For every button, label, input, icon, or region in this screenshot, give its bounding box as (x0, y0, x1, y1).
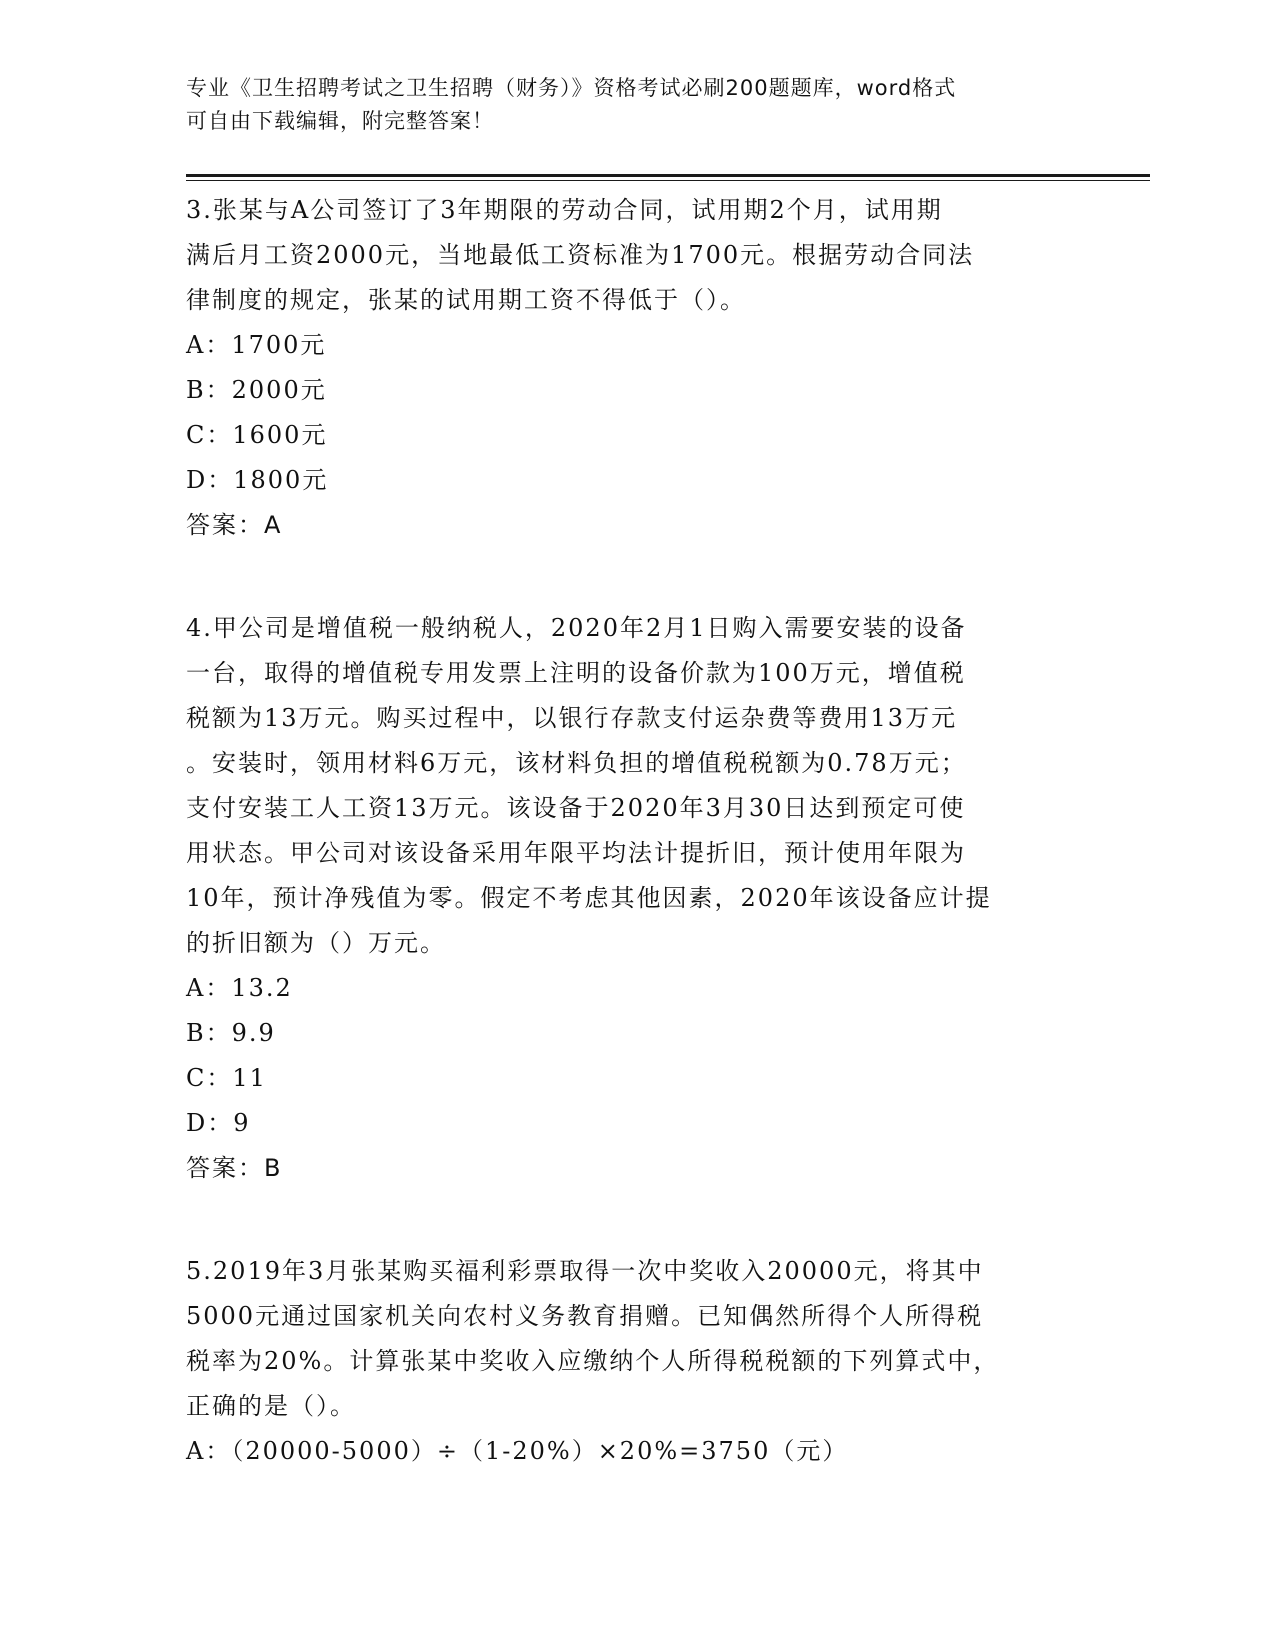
answer-line: 答案：B (186, 1154, 283, 1182)
option-b: B：2000元 (186, 376, 327, 404)
question-3 (186, 188, 1066, 548)
answer-line: 答案：A (186, 511, 283, 539)
question-stem-line: 满后月工资2000元，当地最低工资标准为1700元。根据劳动合同法 (186, 241, 975, 269)
option-b: B：9.9 (186, 1019, 276, 1047)
header-rule-thick (186, 174, 1150, 177)
header-rule-thin (186, 180, 1150, 181)
document-header (186, 72, 1066, 138)
question-stem-line: 正确的是（）。 (186, 1392, 356, 1420)
question-stem-line: 的折旧额为（）万元。 (186, 929, 446, 957)
option-a: A：13.2 (186, 974, 293, 1002)
header-line-1: 专业《卫生招聘考试之卫生招聘（财务）》资格考试必刷200题题库，word格式 (186, 76, 957, 100)
question-stem-line: 5000元通过国家机关向农村义务教育捐赠。已知偶然所得个人所得税 (186, 1302, 984, 1330)
option-d: D：1800元 (186, 466, 329, 494)
question-stem-line: 5.2019年3月张某购买福利彩票取得一次中奖收入20000元，将其中 (186, 1257, 984, 1285)
question-stem-line: 4.甲公司是增值税一般纳税人，2020年2月1日购入需要安装的设备 (186, 614, 967, 642)
option-a: A：（20000-5000）÷（1-20%）×20%=3750（元） (186, 1437, 849, 1465)
question-stem-line: 10年，预计净残值为零。假定不考虑其他因素，2020年该设备应计提 (186, 884, 992, 912)
question-stem-line: 律制度的规定，张某的试用期工资不得低于（）。 (186, 286, 746, 314)
question-stem-line: 。安装时，领用材料6万元，该材料负担的增值税税额为0.78万元； (186, 749, 967, 777)
header-line-2: 可自由下载编辑，附完整答案！ (186, 109, 494, 133)
question-stem-line: 税额为13万元。购买过程中，以银行存款支付运杂费等费用13万元 (186, 704, 958, 732)
question-stem-line: 一台，取得的增值税专用发票上注明的设备价款为100万元，增值税 (186, 659, 966, 687)
option-c: C：11 (186, 1064, 267, 1092)
question-4 (186, 606, 1066, 1191)
question-stem-line: 税率为20%。计算张某中奖收入应缴纳个人所得税税额的下列算式中， (186, 1347, 1000, 1375)
question-5 (186, 1249, 1066, 1474)
option-d: D：9 (186, 1109, 251, 1137)
question-stem-line: 支付安装工人工资13万元。该设备于2020年3月30日达到预定可使 (186, 794, 966, 822)
option-a: A：1700元 (186, 331, 327, 359)
question-stem-line: 用状态。甲公司对该设备采用年限平均法计提折旧，预计使用年限为 (186, 839, 966, 867)
question-stem-line: 3.张某与A公司签订了3年期限的劳动合同，试用期2个月，试用期 (186, 196, 943, 224)
question-list (186, 188, 1066, 1474)
option-c: C：1600元 (186, 421, 328, 449)
